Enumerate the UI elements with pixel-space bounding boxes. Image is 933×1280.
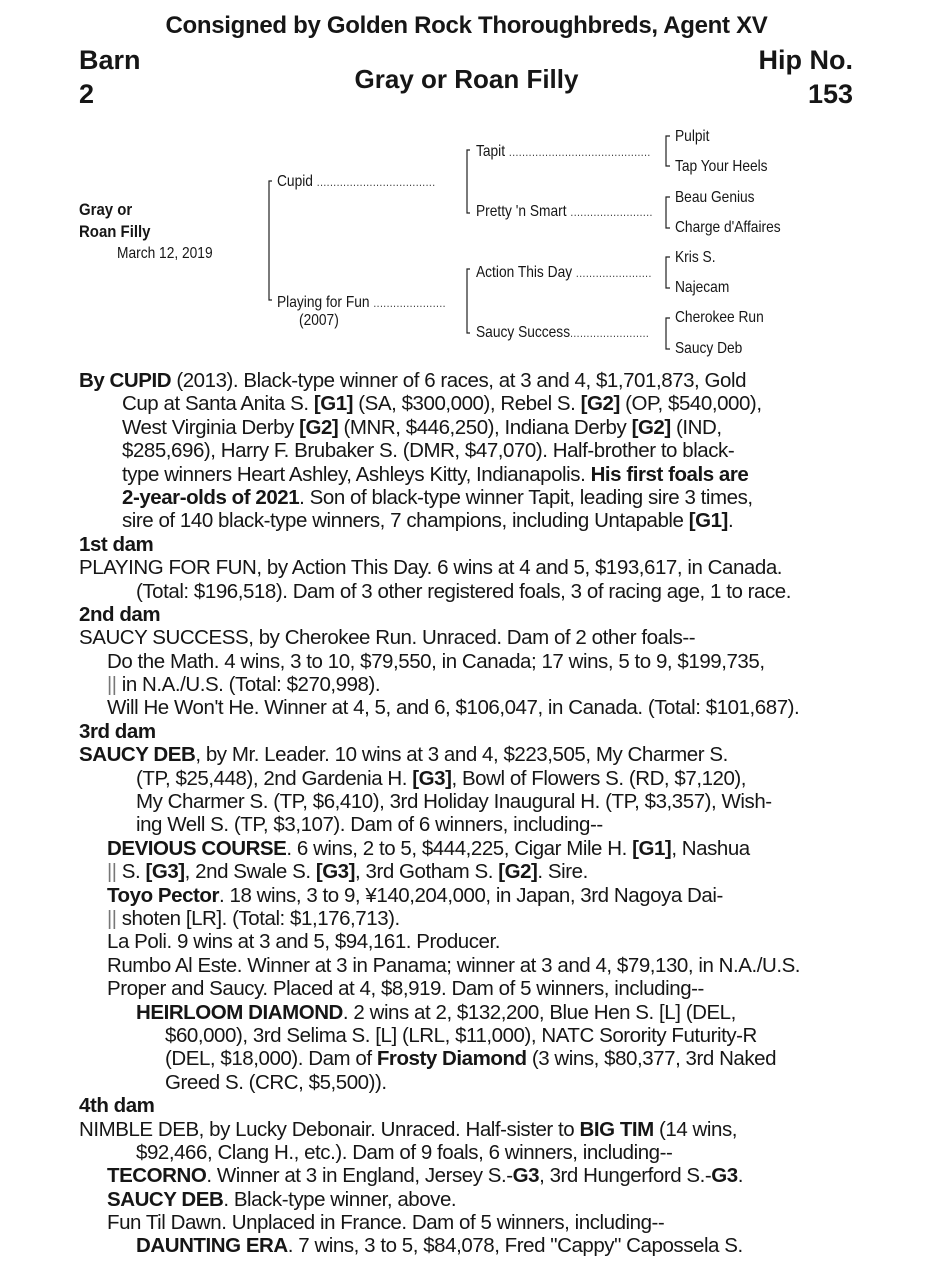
second-dam-line: Will He Won't He. Winner at 4, 5, and 6, $106,047, in Canada. (Total: $101,687).	[107, 696, 800, 720]
foaled-date: March 12, 2019	[117, 245, 213, 262]
third-dam-line: HEIRLOOM DIAMOND. 2 wins at 2, $132,200, Blue Hen S. [L] (DEL,	[136, 1000, 736, 1024]
third-dam-line: (TP, $25,448), 2nd Gardenia H. [G3], Bowl of Flowers S. (RD, $7,120),	[136, 766, 747, 790]
sire-name: Cupid ....................................	[277, 173, 436, 190]
sire-paragraph-line: type winners Heart Ashley, Ashleys Kitty, Indianapolis. His first foals are	[122, 462, 749, 486]
first-dam-line: (Total: $196,518). Dam of 3 other registered foals, 3 of racing age, 1 to race.	[136, 579, 792, 603]
first-dam-heading: 1st dam	[79, 532, 154, 556]
third-dam-line: Proper and Saucy. Placed at 4, $8,919. Dam of 5 winners, including--	[107, 977, 704, 1001]
fourth-dam-line: Fun Til Dawn. Unplaced in France. Dam of 5 winners, including--	[107, 1211, 665, 1235]
fourth-dam-heading: 4th dam	[79, 1094, 155, 1118]
gg-kris-s: Kris S.	[675, 249, 716, 266]
gg-beau-genius: Beau Genius	[675, 189, 755, 206]
sire-paragraph-line: Cup at Santa Anita S. [G1] (SA, $300,000), Rebel S. [G2] (OP, $540,000),	[122, 392, 762, 416]
catalog-body	[79, 369, 854, 1258]
subject-name-line2: Roan Filly	[79, 222, 151, 241]
gg-saucy-deb: Saucy Deb	[675, 340, 743, 357]
sire-paragraph-line: $285,696), Harry F. Brubaker S. (DMR, $47,070). Half-brother to black-	[122, 439, 735, 463]
third-dam-line: (DEL, $18,000). Dam of Frosty Diamond (3 wins, $80,377, 3rd Naked	[165, 1047, 777, 1071]
sire-dam-name: Pretty 'n Smart .........................	[476, 203, 653, 220]
dam-dam-name: Saucy Success........................	[476, 324, 650, 341]
dam-year: (2007)	[299, 312, 339, 329]
sire-paragraph-line: sire of 140 black-type winners, 7 champions, including Untapable [G1].	[122, 509, 734, 533]
first-dam-line: PLAYING FOR FUN, by Action This Day. 6 wins at 4 and 5, $193,617, in Canada.	[79, 556, 783, 580]
subject-name-line1: Gray or	[79, 200, 133, 219]
fourth-dam-line: SAUCY DEB. Black-type winner, above.	[107, 1187, 457, 1211]
third-dam-heading: 3rd dam	[79, 719, 156, 743]
hip-number: 153	[807, 79, 853, 109]
second-dam-line: SAUCY SUCCESS, by Cherokee Run. Unraced. Dam of 2 other foals--	[79, 626, 696, 650]
third-dam-line: Greed S. (CRC, $5,500)).	[165, 1070, 387, 1094]
barn-number: 2	[79, 79, 95, 109]
second-dam-line: Do the Math. 4 wins, 3 to 10, $79,550, in Canada; 17 wins, 5 to 9, $199,735,	[107, 649, 765, 673]
gg-pulpit: Pulpit	[675, 128, 710, 145]
fourth-dam-line: TECORNO. Winner at 3 in England, Jersey S.-G3, 3rd Hungerford S.-G3.	[107, 1164, 743, 1188]
third-dam-line: My Charmer S. (TP, $6,410), 3rd Holiday Inaugural H. (TP, $3,357), Wish-	[136, 790, 772, 814]
sire-paragraph-line: By CUPID (2013). Black-type winner of 6 races, at 3 and 4, $1,701,873, Gold	[79, 369, 747, 392]
sire-paragraph-line: 2-year-olds of 2021. Son of black-type winner Tapit, leading sire 3 times,	[122, 485, 753, 509]
third-dam-line: $60,000), 3rd Selima S. [L] (LRL, $11,000), NATC Sorority Futurity-R	[165, 1023, 757, 1047]
second-dam-heading: 2nd dam	[79, 602, 161, 626]
gg-cherokee-run: Cherokee Run	[675, 309, 764, 326]
third-dam-line: Rumbo Al Este. Winner at 3 in Panama; winner at 3 and 4, $79,130, in N.A./U.S.	[107, 953, 801, 977]
third-dam-line: DEVIOUS COURSE. 6 wins, 2 to 5, $444,225, Cigar Mile H. [G1], Nashua	[107, 836, 750, 860]
third-dam-line: ing Well S. (TP, $3,107). Dam of 6 winners, including--	[136, 813, 603, 837]
third-dam-line: Toyo Pector. 18 wins, 3 to 9, ¥140,204,000, in Japan, 3rd Nagoya Dai-	[107, 883, 723, 907]
third-dam-line: La Poli. 9 wins at 3 and 5, $94,161. Producer.	[107, 930, 500, 954]
gg-najecam: Najecam	[675, 279, 730, 296]
third-dam-line: || S. [G3], 2nd Swale S. [G3], 3rd Gotham S. [G2]. Sire.	[107, 860, 588, 884]
gg-charge-daffaires: Charge d'Affaires	[675, 219, 781, 236]
sire-paragraph-line: West Virginia Derby [G2] (MNR, $446,250), Indiana Derby [G2] (IND,	[122, 415, 722, 439]
sire-sire-name: Tapit ...........................................	[476, 143, 651, 160]
third-dam-line: SAUCY DEB, by Mr. Leader. 10 wins at 3 and 4, $223,505, My Charmer S.	[79, 743, 728, 767]
consignor-line: Consigned by Golden Rock Thoroughbreds, Agent XV	[165, 12, 768, 39]
dam-sire-name: Action This Day .......................	[476, 264, 652, 281]
fourth-dam-line: DAUNTING ERA. 7 wins, 3 to 5, $84,078, Fred "Cappy" Capossela S.	[136, 1234, 743, 1258]
pedigree-bracket-lines	[0, 0, 933, 370]
fourth-dam-line: $92,466, Clang H., etc.). Dam of 9 foals, 6 winners, including--	[136, 1140, 673, 1164]
page-title: Gray or Roan Filly	[354, 64, 579, 94]
gg-tap-your-heels: Tap Your Heels	[675, 158, 768, 175]
third-dam-line: || shoten [LR]. (Total: $1,176,713).	[107, 906, 400, 930]
barn-label: Barn	[79, 45, 141, 75]
fourth-dam-line: NIMBLE DEB, by Lucky Debonair. Unraced. Half-sister to BIG TIM (14 wins,	[79, 1117, 738, 1141]
second-dam-line: || in N.A./U.S. (Total: $270,998).	[107, 673, 381, 697]
dam-name: Playing for Fun ......................	[277, 294, 446, 311]
hip-label: Hip No.	[758, 45, 853, 75]
